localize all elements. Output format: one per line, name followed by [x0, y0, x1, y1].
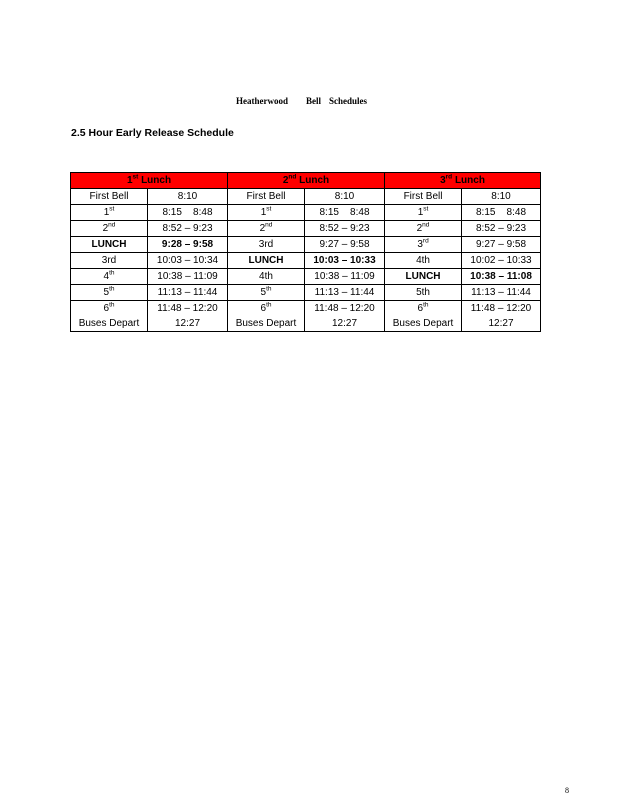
period-suffix: th	[109, 285, 115, 293]
period-time-cell	[305, 316, 385, 332]
period-time-cell	[305, 205, 385, 221]
period-time: 12:27	[331, 317, 358, 329]
period-time-cell	[305, 269, 385, 285]
period-label-cell	[71, 269, 148, 285]
period-label: 1	[103, 206, 110, 218]
period-label: 3	[417, 238, 423, 250]
lunch-header-number: 1	[126, 174, 133, 186]
period-time-cell	[305, 221, 385, 237]
period-time-cell	[462, 269, 541, 285]
period-time-cell	[462, 301, 541, 317]
period-label: 3rd	[101, 254, 117, 266]
header-schedules: Schedules	[329, 96, 368, 106]
period-suffix: nd	[108, 221, 116, 229]
period-time-cell	[148, 189, 228, 205]
bell-schedule-table	[70, 172, 541, 332]
period-time: 9:27 – 9:58	[475, 238, 527, 250]
period-label-cell	[71, 237, 148, 253]
period-label-cell	[228, 189, 305, 205]
period-time-cell	[148, 269, 228, 285]
period-label: 3rd	[258, 238, 274, 250]
period-label: 2	[416, 222, 423, 234]
period-time: 8:15 8:48	[162, 206, 213, 218]
period-label: Buses Depart	[78, 317, 140, 329]
period-time: 8:15 8:48	[319, 206, 370, 218]
period-time: 8:10	[334, 190, 355, 202]
period-label: 6	[103, 302, 110, 314]
section-title: 2.5 Hour Early Release Schedule	[71, 127, 234, 139]
lunch-header-label: Lunch	[299, 174, 330, 186]
period-label: Buses Depart	[235, 317, 297, 329]
lunch-header-row	[71, 173, 541, 189]
table-row	[71, 221, 541, 237]
period-time-cell	[148, 253, 228, 269]
period-label: Buses Depart	[392, 317, 454, 329]
lunch-header-number: 2	[282, 174, 289, 186]
lunch-header-2	[228, 173, 385, 189]
period-time-cell	[462, 221, 541, 237]
period-label: 6	[417, 302, 424, 314]
period-time: 8:10	[177, 190, 198, 202]
period-suffix: st	[266, 205, 272, 213]
period-time: 12:27	[174, 317, 201, 329]
period-time: 8:52 – 9:23	[475, 222, 527, 234]
period-time-cell	[305, 285, 385, 301]
table-row	[71, 237, 541, 253]
period-suffix: th	[266, 285, 272, 293]
period-time-cell	[462, 189, 541, 205]
period-time: 10:38 – 11:09	[314, 270, 375, 282]
lunch-header-label: Lunch	[141, 174, 172, 186]
period-time: 8:52 – 9:23	[162, 222, 213, 234]
period-suffix: nd	[422, 221, 430, 229]
lunch-header-number: 3	[440, 174, 446, 186]
table-row	[71, 316, 541, 332]
period-time-cell	[148, 301, 228, 317]
document-header	[0, 96, 618, 110]
period-label: 5	[103, 286, 110, 298]
table-row	[71, 301, 541, 317]
period-label-cell	[71, 316, 148, 332]
period-label-cell	[71, 221, 148, 237]
period-label: 1	[417, 206, 424, 218]
period-time-cell	[462, 253, 541, 269]
period-label-cell	[228, 237, 305, 253]
period-label: 5th	[416, 286, 430, 298]
period-suffix: th	[423, 301, 429, 309]
period-label-cell	[71, 253, 148, 269]
school-name: Heatherwood	[236, 96, 288, 106]
period-suffix: st	[109, 205, 115, 213]
period-label-cell	[71, 189, 148, 205]
period-label-cell	[228, 221, 305, 237]
period-time: 11:48 – 12:20	[157, 302, 218, 314]
table-row	[71, 269, 541, 285]
period-label-cell	[71, 301, 148, 317]
period-label-cell	[71, 205, 148, 221]
period-label-cell	[385, 269, 462, 285]
period-label: First Bell	[403, 190, 443, 202]
period-label-cell	[385, 316, 462, 332]
period-time-cell	[462, 285, 541, 301]
period-label-cell	[228, 269, 305, 285]
period-time-cell	[462, 237, 541, 253]
period-time: 11:48 – 12:20	[314, 302, 375, 314]
period-time: 9:27 – 9:58	[319, 238, 370, 250]
period-time: 10:03 – 10:33	[313, 254, 376, 266]
period-time-cell	[462, 205, 541, 221]
period-time: 11:13 – 11:44	[157, 286, 218, 298]
period-label-cell	[385, 205, 462, 221]
period-suffix: th	[109, 269, 115, 277]
period-label: 2	[102, 222, 109, 234]
lunch-header-label: Lunch	[454, 174, 485, 186]
period-time: 10:02 – 10:33	[470, 254, 532, 266]
lunch-header-1	[71, 173, 228, 189]
period-label: First Bell	[246, 190, 286, 202]
period-label-cell	[228, 205, 305, 221]
period-suffix: rd	[422, 237, 429, 245]
period-label-cell	[385, 189, 462, 205]
period-label-cell	[228, 253, 305, 269]
period-label-cell	[228, 301, 305, 317]
lunch-header-suffix: nd	[288, 173, 297, 181]
period-time-cell	[305, 253, 385, 269]
period-time: 10:03 – 10:34	[156, 254, 219, 266]
period-suffix: st	[423, 205, 429, 213]
period-suffix: th	[109, 301, 115, 309]
schedule-body	[71, 189, 541, 332]
period-time-cell	[148, 316, 228, 332]
header-bell: Bell	[306, 96, 321, 106]
period-time-cell	[148, 221, 228, 237]
period-label-cell	[385, 221, 462, 237]
period-label: 4th	[416, 254, 430, 266]
period-label: 6	[260, 302, 267, 314]
period-suffix: th	[266, 301, 272, 309]
period-time: 10:38 – 11:08	[470, 270, 532, 282]
period-time: 9:28 – 9:58	[161, 238, 214, 250]
table-row	[71, 205, 541, 221]
table-row	[71, 285, 541, 301]
period-label-cell	[385, 253, 462, 269]
period-label-cell	[385, 301, 462, 317]
period-time: 8:15 8:48	[475, 206, 527, 218]
period-time-cell	[148, 285, 228, 301]
period-label: 2	[259, 222, 266, 234]
period-label: LUNCH	[91, 238, 127, 250]
page-number: 8	[565, 786, 569, 795]
period-label: 5	[260, 286, 267, 298]
period-time: 11:13 – 11:44	[314, 286, 375, 298]
period-time-cell	[305, 301, 385, 317]
period-label: 4	[103, 270, 110, 282]
period-time: 12:27	[488, 317, 514, 329]
period-label-cell	[71, 285, 148, 301]
period-time: 11:13 – 11:44	[471, 286, 531, 298]
period-label-cell	[385, 285, 462, 301]
table-row	[71, 189, 541, 205]
period-label: 4th	[259, 270, 273, 282]
period-time: 8:52 – 9:23	[319, 222, 370, 234]
period-time: 8:10	[491, 190, 511, 202]
period-time-cell	[148, 205, 228, 221]
period-time-cell	[305, 237, 385, 253]
lunch-header-3	[385, 173, 541, 189]
period-label: 1	[260, 206, 267, 218]
period-label: LUNCH	[248, 254, 284, 266]
period-time-cell	[148, 237, 228, 253]
period-label: First Bell	[89, 190, 129, 202]
lunch-header-suffix: st	[132, 173, 139, 181]
period-label-cell	[385, 237, 462, 253]
lunch-header-suffix: rd	[445, 173, 453, 181]
period-time: 10:38 – 11:09	[157, 270, 218, 282]
period-time: 11:48 – 12:20	[470, 302, 532, 314]
period-time-cell	[462, 316, 541, 332]
period-time-cell	[305, 189, 385, 205]
period-label-cell	[228, 285, 305, 301]
period-suffix: nd	[265, 221, 273, 229]
table-row	[71, 253, 541, 269]
period-label-cell	[228, 316, 305, 332]
period-label: LUNCH	[405, 270, 441, 282]
